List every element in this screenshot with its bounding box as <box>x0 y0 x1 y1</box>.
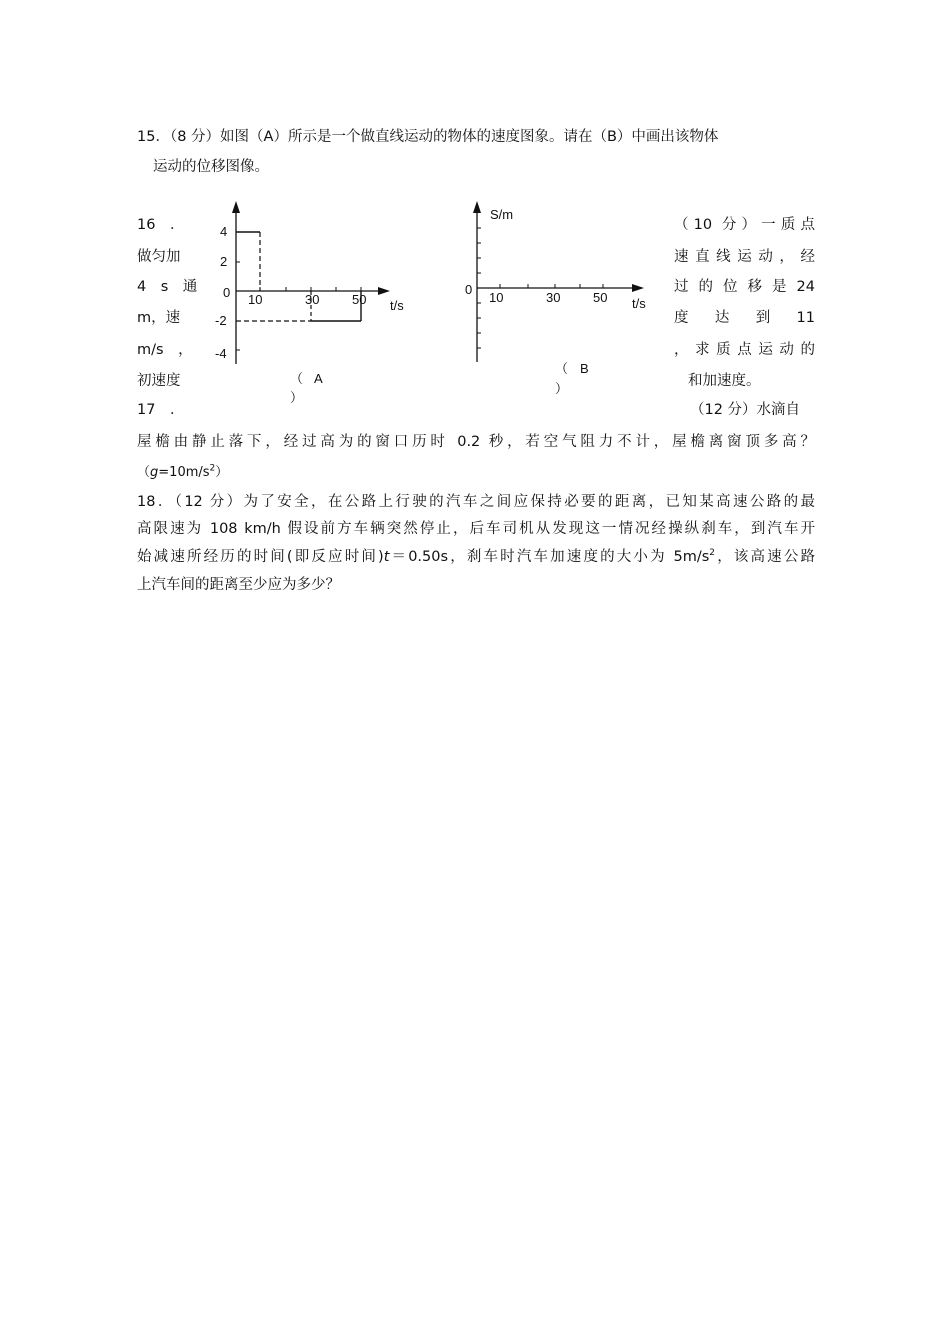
graph-a-xlabel-50: 50 <box>352 292 367 307</box>
q16-right-5: ，求质点运动的 <box>674 342 815 358</box>
q16-right-1: （10 分）一质点 <box>674 217 815 233</box>
graph-a-ylabel-neg2: -2 <box>215 313 227 328</box>
q16-left-1: 16 ． <box>137 217 185 233</box>
q16-right-6: 和加速度。 <box>688 373 761 389</box>
graph-a-caption-open: （ <box>290 371 304 386</box>
graph-b-caption-letter: B <box>580 361 589 376</box>
q15-line1: 15．（8 分）如图（A）所示是一个做直线运动的物体的速度图象。请在（B）中画出该物体 <box>137 129 719 145</box>
q16-left-2: 做匀加 <box>137 249 181 265</box>
q17-g-close: ） <box>215 465 229 480</box>
graph-a-ylabel-2: 2 <box>220 254 228 269</box>
q16-left-4: m，速 <box>137 310 181 326</box>
graph-b-x-arrow <box>632 284 644 292</box>
q18-line1: 18．（12 分）为了安全，在公路上行驶的汽车之间应保持必要的距离，已知某高速公路的最 <box>137 494 815 510</box>
graph-a-axis-title: t/s <box>390 298 404 313</box>
q17-g-open: （ <box>137 465 151 480</box>
graph-a-xlabel-30: 30 <box>305 292 320 307</box>
graph-a-xlabel-10: 10 <box>248 292 263 307</box>
q18-line3-c: ，该高速公路 <box>715 549 815 565</box>
graph-b-xlabel-50: 50 <box>593 290 608 305</box>
q18-line4: 上汽车间的距离至少应为多少？ <box>137 577 340 593</box>
q17-line: 屋檐由静止落下，经过高为的窗口历时 0.2 秒，若空气阻力不计，屋檐离窗顶多高？ <box>137 434 815 450</box>
graph-b-xlabel-30: 30 <box>546 290 561 305</box>
graph-b-caption-close: ） <box>555 381 569 396</box>
graph-a-ylabel-4: 4 <box>220 224 228 239</box>
graph-b-xlabel-10: 10 <box>489 290 504 305</box>
graph-a-ylabel-0: 0 <box>223 285 231 300</box>
q17-g-var: g <box>150 465 159 480</box>
q17-g-exp: 2 <box>209 463 216 474</box>
graph-a-caption-letter: A <box>314 371 323 386</box>
q18-line3-a: 始减速所经历的时间(即反应时间) <box>137 549 384 565</box>
q15-line2: 运动的位移图像。 <box>153 159 269 175</box>
graph-b-origin-label: 0 <box>465 282 473 297</box>
graph-b-y-arrow <box>473 201 481 213</box>
q18-line2: 高限速为 108 km/h 假设前方车辆突然停止，后车司机从发现这一情况经操纵刹车，到汽车开 <box>137 521 815 537</box>
q18-line3-exp: 2 <box>709 548 716 559</box>
q17-number: 17 ． <box>137 402 185 418</box>
q17-head: （12 分）水滴自 <box>690 402 801 418</box>
q16-right-3: 过 的 位 移 是 24 <box>674 279 815 295</box>
q18-line3-var: t <box>383 549 390 565</box>
graph-b-y-axis-title: S/m <box>490 207 514 222</box>
q18-line3-b: ＝0.50s，刹车时汽车加速度的大小为 5m/s <box>389 549 710 565</box>
graph-a-ylabel-neg4: -4 <box>215 346 227 361</box>
graph-a-caption-close: ） <box>290 390 304 405</box>
q16-right-2: 速直线运动，经 <box>674 249 815 265</box>
q16-left-6: 初速度 <box>137 373 181 389</box>
q16-left-3: 4 s 通 <box>137 279 198 295</box>
graph-b-caption-open: （ <box>555 361 569 376</box>
q16-right-4: 度 达 到 11 <box>674 310 815 326</box>
graph-b-axis-title: t/s <box>632 296 646 311</box>
q16-left-5: m/s ， <box>137 342 193 358</box>
q17-g-val: =10m/s <box>158 465 210 480</box>
